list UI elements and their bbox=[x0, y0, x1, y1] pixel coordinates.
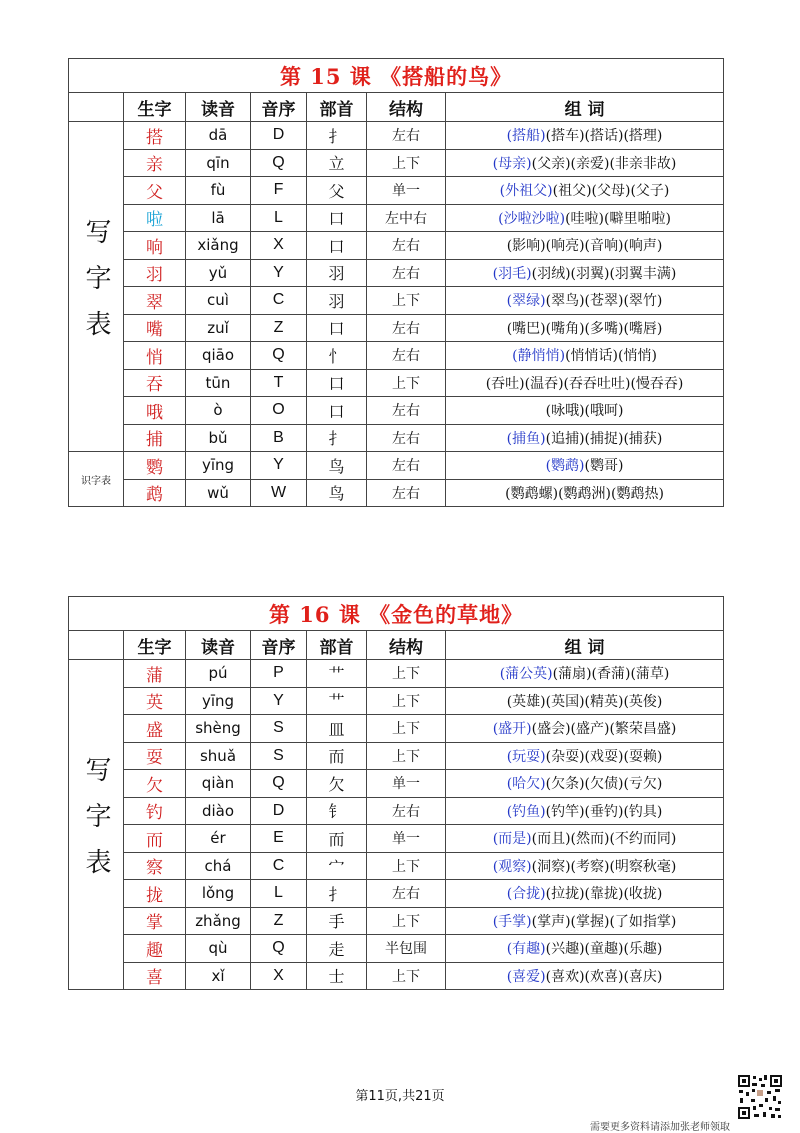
radical: 欠 bbox=[307, 770, 367, 798]
word-highlight: (喜爱) bbox=[506, 968, 546, 985]
table-row bbox=[69, 479, 724, 507]
word-list: (搭车)(搭话)(搭理) bbox=[545, 128, 663, 145]
initial-letter: X bbox=[251, 232, 307, 260]
word-list: (父亲)(亲爱)(非亲非故) bbox=[531, 155, 677, 172]
word-group bbox=[446, 287, 724, 315]
new-character: 捕 bbox=[124, 424, 186, 452]
new-character: 蒲 bbox=[124, 660, 186, 688]
initial-letter: D bbox=[251, 122, 307, 150]
table-row bbox=[69, 149, 724, 177]
structure: 上下 bbox=[367, 687, 446, 715]
pinyin: ér bbox=[186, 825, 251, 853]
word-list: (悄悄话)(悄悄) bbox=[565, 348, 657, 365]
word-highlight: (哈欠) bbox=[506, 776, 546, 793]
initial-letter: Y bbox=[251, 452, 307, 480]
table-row bbox=[69, 314, 724, 342]
radical: 口 bbox=[307, 314, 367, 342]
word-highlight: (蒲公英) bbox=[499, 666, 553, 683]
pinyin: chá bbox=[186, 852, 251, 880]
table-row bbox=[69, 369, 724, 397]
table-row bbox=[69, 825, 724, 853]
word-highlight: (而是) bbox=[492, 831, 532, 848]
initial-letter: X bbox=[251, 962, 307, 990]
radical: 口 bbox=[307, 204, 367, 232]
word-list: (洞察)(考察)(明察秋毫) bbox=[531, 858, 677, 875]
radical: 鸟 bbox=[307, 452, 367, 480]
new-character: 而 bbox=[124, 825, 186, 853]
word-group bbox=[446, 122, 724, 150]
initial-letter: C bbox=[251, 852, 307, 880]
radical: 宀 bbox=[307, 852, 367, 880]
word-list: (英雄)(英国)(精英)(英俊) bbox=[506, 693, 663, 710]
pinyin: dā bbox=[186, 122, 251, 150]
word-group bbox=[446, 177, 724, 205]
word-highlight: (有趣) bbox=[506, 941, 546, 958]
structure: 左右 bbox=[367, 424, 446, 452]
pinyin: wǔ bbox=[186, 479, 251, 507]
initial-letter: Y bbox=[251, 259, 307, 287]
structure: 左右 bbox=[367, 232, 446, 260]
word-group bbox=[446, 852, 724, 880]
side-label-write bbox=[69, 660, 124, 990]
column-header: 部首 bbox=[307, 93, 367, 122]
page-number: 第11页,共21页 bbox=[355, 1089, 445, 1104]
structure: 上下 bbox=[367, 907, 446, 935]
new-character: 响 bbox=[124, 232, 186, 260]
table-row bbox=[69, 287, 724, 315]
column-header: 结构 bbox=[367, 631, 446, 660]
structure: 左中右 bbox=[367, 204, 446, 232]
initial-letter: L bbox=[251, 880, 307, 908]
header-blank bbox=[69, 93, 124, 122]
column-header: 生字 bbox=[124, 631, 186, 660]
column-header: 音序 bbox=[251, 93, 307, 122]
radical: 扌 bbox=[307, 424, 367, 452]
table-row bbox=[69, 177, 724, 205]
word-highlight: (捕鱼) bbox=[506, 430, 546, 447]
initial-letter: W bbox=[251, 479, 307, 507]
structure: 左右 bbox=[367, 880, 446, 908]
column-header: 读音 bbox=[186, 631, 251, 660]
table-row bbox=[69, 342, 724, 370]
radical: 士 bbox=[307, 962, 367, 990]
pinyin: xǐ bbox=[186, 962, 251, 990]
word-list: (翠鸟)(苍翠)(翠竹) bbox=[545, 293, 663, 310]
pinyin: tūn bbox=[186, 369, 251, 397]
new-character: 羽 bbox=[124, 259, 186, 287]
structure: 上下 bbox=[367, 660, 446, 688]
new-character: 亲 bbox=[124, 149, 186, 177]
structure: 上下 bbox=[367, 742, 446, 770]
table-row bbox=[69, 687, 724, 715]
pinyin: yǔ bbox=[186, 259, 251, 287]
new-character: 耍 bbox=[124, 742, 186, 770]
word-group bbox=[446, 397, 724, 425]
pinyin: qiàn bbox=[186, 770, 251, 798]
pinyin: qù bbox=[186, 935, 251, 963]
word-group bbox=[446, 342, 724, 370]
lesson-15-table bbox=[68, 58, 724, 507]
lesson-title: 第 16 课 《金色的草地》 bbox=[69, 597, 724, 631]
table-row bbox=[69, 962, 724, 990]
word-group bbox=[446, 479, 724, 507]
table-row bbox=[69, 770, 724, 798]
word-list: (兴趣)(童趣)(乐趣) bbox=[545, 941, 663, 958]
structure: 左右 bbox=[367, 397, 446, 425]
structure: 半包围 bbox=[367, 935, 446, 963]
new-character: 悄 bbox=[124, 342, 186, 370]
new-character: 英 bbox=[124, 687, 186, 715]
side-label-text: 写字表 bbox=[81, 755, 111, 894]
initial-letter: D bbox=[251, 797, 307, 825]
initial-letter: B bbox=[251, 424, 307, 452]
word-list: (嘴巴)(嘴角)(多嘴)(嘴唇) bbox=[506, 320, 663, 337]
radical: 而 bbox=[307, 742, 367, 770]
word-group bbox=[446, 259, 724, 287]
initial-letter: Q bbox=[251, 149, 307, 177]
structure: 上下 bbox=[367, 287, 446, 315]
radical: 艹 bbox=[307, 660, 367, 688]
initial-letter: F bbox=[251, 177, 307, 205]
table-row bbox=[69, 122, 724, 150]
table-row bbox=[69, 797, 724, 825]
column-header: 组 词 bbox=[446, 631, 724, 660]
word-group bbox=[446, 452, 724, 480]
new-character: 啦 bbox=[124, 204, 186, 232]
pinyin: xiǎng bbox=[186, 232, 251, 260]
lesson-title: 第 15 课 《搭船的鸟》 bbox=[69, 59, 724, 93]
initial-letter: S bbox=[251, 715, 307, 743]
pinyin: qiāo bbox=[186, 342, 251, 370]
column-header: 音序 bbox=[251, 631, 307, 660]
word-list: (掌声)(掌握)(了如指掌) bbox=[531, 913, 677, 930]
word-group bbox=[446, 314, 724, 342]
initial-letter: P bbox=[251, 660, 307, 688]
word-group bbox=[446, 880, 724, 908]
pinyin: zhǎng bbox=[186, 907, 251, 935]
word-list: (吞吐)(温吞)(吞吞吐吐)(慢吞吞) bbox=[485, 375, 684, 392]
word-list: (盛会)(盛产)(繁荣昌盛) bbox=[531, 721, 677, 738]
word-group bbox=[446, 742, 724, 770]
word-highlight: (合拢) bbox=[506, 886, 546, 903]
table-row bbox=[69, 259, 724, 287]
pinyin: lā bbox=[186, 204, 251, 232]
radical: 扌 bbox=[307, 122, 367, 150]
new-character: 拢 bbox=[124, 880, 186, 908]
word-highlight: (观察) bbox=[492, 858, 532, 875]
word-list: (钓竿)(垂钓)(钓具) bbox=[545, 803, 663, 820]
word-highlight: (鹦鹉) bbox=[545, 458, 585, 475]
initial-letter: L bbox=[251, 204, 307, 232]
radical: 手 bbox=[307, 907, 367, 935]
radical: 皿 bbox=[307, 715, 367, 743]
radical: 忄 bbox=[307, 342, 367, 370]
word-list: (咏哦)(哦呵) bbox=[545, 403, 624, 420]
column-header: 组 词 bbox=[446, 93, 724, 122]
new-character: 察 bbox=[124, 852, 186, 880]
word-group bbox=[446, 770, 724, 798]
pinyin: qīn bbox=[186, 149, 251, 177]
radical: 羽 bbox=[307, 259, 367, 287]
word-group bbox=[446, 797, 724, 825]
structure: 左右 bbox=[367, 797, 446, 825]
pinyin: yīng bbox=[186, 452, 251, 480]
word-group bbox=[446, 687, 724, 715]
pinyin: ò bbox=[186, 397, 251, 425]
word-list: (鹦哥) bbox=[584, 458, 624, 475]
structure: 上下 bbox=[367, 715, 446, 743]
table-row bbox=[69, 424, 724, 452]
radical: 口 bbox=[307, 397, 367, 425]
table-row bbox=[69, 660, 724, 688]
word-group bbox=[446, 715, 724, 743]
word-list: (影响)(响亮)(音响)(响声) bbox=[506, 238, 663, 255]
radical: 钅 bbox=[307, 797, 367, 825]
initial-letter: Q bbox=[251, 935, 307, 963]
initial-letter: Y bbox=[251, 687, 307, 715]
radical: 走 bbox=[307, 935, 367, 963]
radical: 艹 bbox=[307, 687, 367, 715]
word-highlight: (外祖父) bbox=[499, 183, 553, 200]
initial-letter: O bbox=[251, 397, 307, 425]
word-group bbox=[446, 907, 724, 935]
new-character: 父 bbox=[124, 177, 186, 205]
structure: 单一 bbox=[367, 770, 446, 798]
new-character: 喜 bbox=[124, 962, 186, 990]
word-highlight: (钓鱼) bbox=[506, 803, 546, 820]
new-character: 盛 bbox=[124, 715, 186, 743]
pinyin: diào bbox=[186, 797, 251, 825]
structure: 左右 bbox=[367, 314, 446, 342]
table-row bbox=[69, 852, 724, 880]
side-label-write bbox=[69, 122, 124, 452]
table-row bbox=[69, 452, 724, 480]
structure: 单一 bbox=[367, 177, 446, 205]
word-list: (而且)(然而)(不约而同) bbox=[531, 831, 677, 848]
initial-letter: E bbox=[251, 825, 307, 853]
table-row bbox=[69, 232, 724, 260]
new-character: 吞 bbox=[124, 369, 186, 397]
word-list: (羽绒)(羽翼)(羽翼丰满) bbox=[531, 265, 677, 282]
word-list: (蒲扇)(香蒲)(蒲草) bbox=[552, 666, 670, 683]
word-group bbox=[446, 232, 724, 260]
word-group bbox=[446, 660, 724, 688]
initial-letter: C bbox=[251, 287, 307, 315]
table-row bbox=[69, 935, 724, 963]
structure: 上下 bbox=[367, 369, 446, 397]
radical: 而 bbox=[307, 825, 367, 853]
new-character: 搭 bbox=[124, 122, 186, 150]
table-row bbox=[69, 397, 724, 425]
word-highlight: (静悄悄) bbox=[512, 348, 566, 365]
word-list: (哇啦)(噼里啪啦) bbox=[565, 210, 671, 227]
structure: 左右 bbox=[367, 259, 446, 287]
word-list: (祖父)(父母)(父子) bbox=[552, 183, 670, 200]
word-list: (欠条)(欠债)(亏欠) bbox=[545, 776, 663, 793]
pinyin: bǔ bbox=[186, 424, 251, 452]
initial-letter: Q bbox=[251, 770, 307, 798]
initial-letter: Z bbox=[251, 314, 307, 342]
word-highlight: (盛开) bbox=[492, 721, 532, 738]
word-highlight: (母亲) bbox=[492, 155, 532, 172]
initial-letter: Z bbox=[251, 907, 307, 935]
structure: 左右 bbox=[367, 452, 446, 480]
pinyin: yīng bbox=[186, 687, 251, 715]
new-character: 嘴 bbox=[124, 314, 186, 342]
side-label-recognize: 识字表 bbox=[69, 452, 124, 507]
word-group bbox=[446, 935, 724, 963]
word-highlight: (沙啦沙啦) bbox=[498, 210, 566, 227]
table-row bbox=[69, 204, 724, 232]
side-label-text: 写字表 bbox=[81, 217, 111, 356]
radical: 鸟 bbox=[307, 479, 367, 507]
new-character: 欠 bbox=[124, 770, 186, 798]
table-row bbox=[69, 907, 724, 935]
table-row bbox=[69, 880, 724, 908]
structure: 上下 bbox=[367, 149, 446, 177]
column-header: 结构 bbox=[367, 93, 446, 122]
structure: 左右 bbox=[367, 479, 446, 507]
column-header: 读音 bbox=[186, 93, 251, 122]
word-group bbox=[446, 369, 724, 397]
radical: 口 bbox=[307, 369, 367, 397]
pinyin: shèng bbox=[186, 715, 251, 743]
structure: 上下 bbox=[367, 852, 446, 880]
word-highlight: (玩耍) bbox=[506, 748, 546, 765]
pinyin: cuì bbox=[186, 287, 251, 315]
lesson-16-table bbox=[68, 596, 724, 990]
header-blank bbox=[69, 631, 124, 660]
word-highlight: (搭船) bbox=[506, 128, 546, 145]
new-character: 鹉 bbox=[124, 479, 186, 507]
pinyin: pú bbox=[186, 660, 251, 688]
word-highlight: (翠绿) bbox=[506, 293, 546, 310]
pinyin: shuǎ bbox=[186, 742, 251, 770]
new-character: 掌 bbox=[124, 907, 186, 935]
pinyin: fù bbox=[186, 177, 251, 205]
word-group bbox=[446, 825, 724, 853]
word-group bbox=[446, 149, 724, 177]
word-list: (追捕)(捕捉)(捕获) bbox=[545, 430, 663, 447]
new-character: 翠 bbox=[124, 287, 186, 315]
pinyin: zuǐ bbox=[186, 314, 251, 342]
initial-letter: S bbox=[251, 742, 307, 770]
word-list: (喜欢)(欢喜)(喜庆) bbox=[545, 968, 663, 985]
radical: 扌 bbox=[307, 880, 367, 908]
word-group bbox=[446, 962, 724, 990]
radical: 父 bbox=[307, 177, 367, 205]
initial-letter: T bbox=[251, 369, 307, 397]
radical: 口 bbox=[307, 232, 367, 260]
radical: 立 bbox=[307, 149, 367, 177]
word-highlight: (羽毛) bbox=[492, 265, 532, 282]
contact-note: 需要更多资料请添加张老师领取 bbox=[590, 1122, 730, 1133]
new-character: 哦 bbox=[124, 397, 186, 425]
initial-letter: Q bbox=[251, 342, 307, 370]
structure: 左右 bbox=[367, 342, 446, 370]
column-header: 部首 bbox=[307, 631, 367, 660]
word-group bbox=[446, 424, 724, 452]
column-header: 生字 bbox=[124, 93, 186, 122]
pinyin: lǒng bbox=[186, 880, 251, 908]
new-character: 趣 bbox=[124, 935, 186, 963]
structure: 单一 bbox=[367, 825, 446, 853]
qr-code-icon bbox=[737, 1074, 783, 1120]
table-row bbox=[69, 715, 724, 743]
word-highlight: (手掌) bbox=[492, 913, 532, 930]
radical: 羽 bbox=[307, 287, 367, 315]
structure: 上下 bbox=[367, 962, 446, 990]
new-character: 鹦 bbox=[124, 452, 186, 480]
structure: 左右 bbox=[367, 122, 446, 150]
word-group bbox=[446, 204, 724, 232]
word-list: (鹦鹉螺)(鹦鹉洲)(鹦鹉热) bbox=[505, 485, 664, 502]
word-list: (杂耍)(戏耍)(耍赖) bbox=[545, 748, 663, 765]
table-row bbox=[69, 742, 724, 770]
word-list: (拉拢)(靠拢)(收拢) bbox=[545, 886, 663, 903]
new-character: 钓 bbox=[124, 797, 186, 825]
